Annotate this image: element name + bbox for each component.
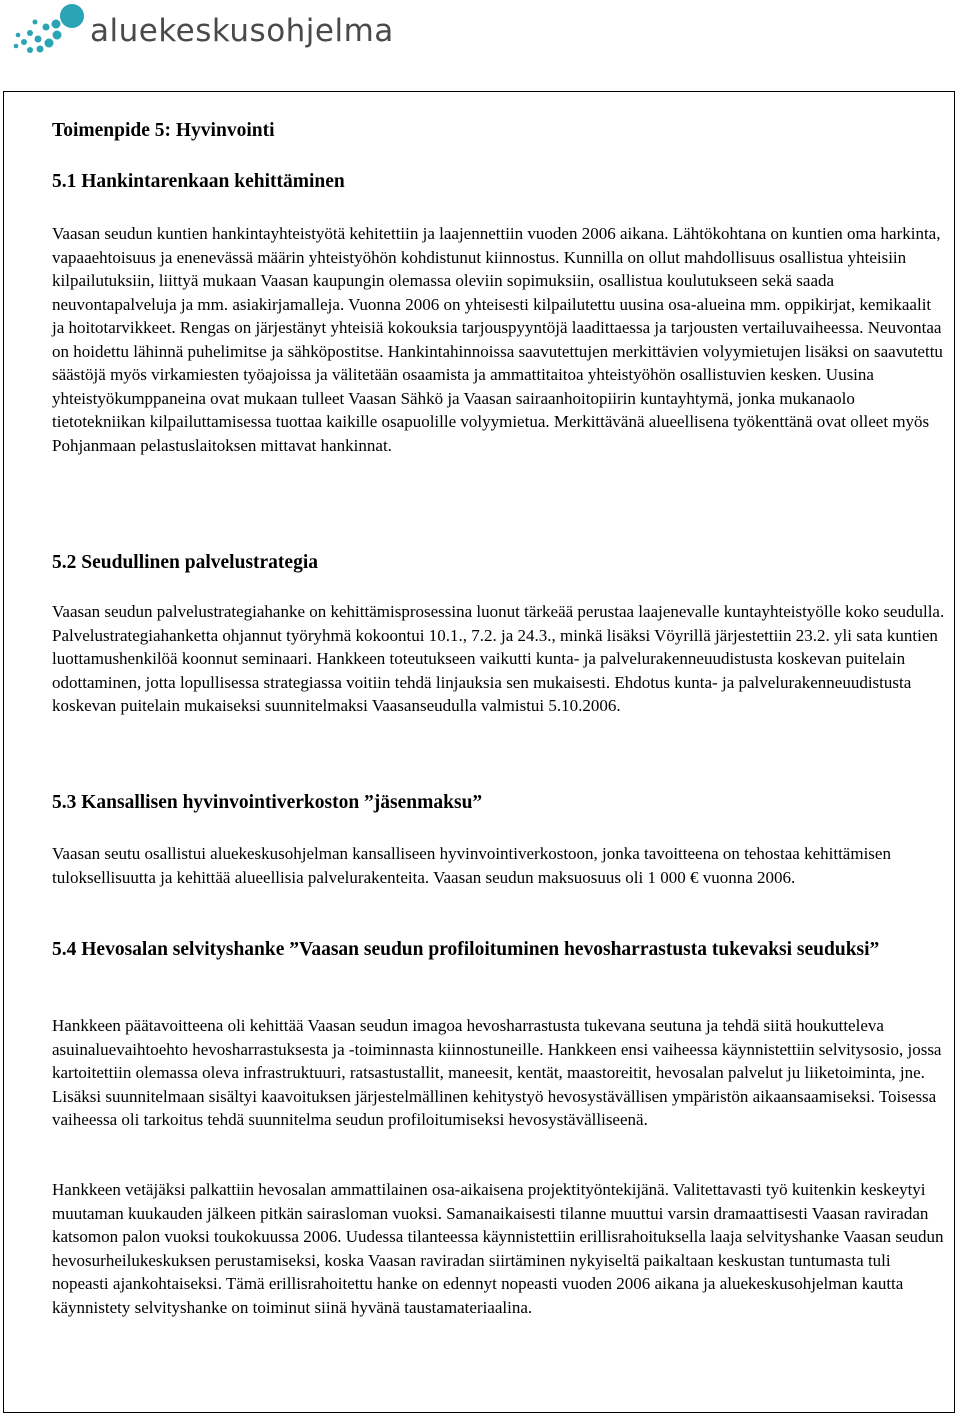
section-heading: 5.3 Kansallisen hyvinvointiverkoston ”jäsenmaksu” — [52, 792, 483, 813]
logo-text: aluekeskusohjelma — [90, 13, 394, 49]
section-paragraph: Vaasan seutu osallistui aluekeskusohjelman kansalliseen hyvinvointiverkostoon, jonka tavoitteena on tehostaa kehittämisen tuloksellisuutta ja kehittää alueellisia palvelurakenteita. Vaasan seudun maksuosuus oli 1 000 € vuonna 2006. — [52, 844, 891, 887]
section-heading: 5.4 Hevosalan selvityshanke ”Vaasan seudun profiloituminen hevosharrastusta tukevaksi seuduksi” — [52, 939, 880, 960]
logo-dots-icon — [10, 2, 86, 58]
section-heading: 5.2 Seudullinen palvelustrategia — [52, 552, 318, 573]
section-paragraph: Hankkeen vetäjäksi palkattiin hevosalan ammattilainen osa-aikaisena projektityöntekijänä. Valitettavasti työ kuitenkin keskeytyi muutaman kuukauden jälkeen pitkän sairasloman vuoksi. Samanaikaisesti tilanne muuttui varsin dramaattisesti Vaasan raviradan katsomon palon vuoksi toukokuussa 2006. Uudessa tilanteessa käynnistettiin erillisrahoituksella laaja selvityshanke Vaasan seudun hevosurheilukeskuksen perustamiseksi, koska Vaasan raviradan siirtäminen nykyiseltä paikaltaan keskustan tuntumasta tuli nopeasti ajankohtaiseksi. Tämä erillisrahoitettu hanke on edennyt nopeasti vuoden 2006 aikana ja aluekeskusohjelman kautta käynnistety selvityshanke on toiminut siinä hyvänä taustamateriaalina. — [52, 1180, 944, 1317]
section-paragraph: Vaasan seudun kuntien hankintayhteistyötä kehitettiin ja laajennettiin vuoden 2006 aikana. Lähtökohtana on kuntien oma harkinta, vapaaehtoisuus ja enenevässä määrin yhteistyöhön kohdistunut kiinnostus. Kunnilla on ollut mahdollisuus osallistua yhteisiin kilpailutuksiin, liittyä mukaan Vaasan kaupungin olemassa oleviin sopimuksiin, osallistua koulutukseen sekä saada neuvontapalveluja ja mm. asiakirjamalleja. Vuonna 2006 on yhteisesti kilpailutettu uusina osa-alueina mm. oppikirjat, kemikaalit ja hoitotarvikkeet. Rengas on järjestänyt yhteisiä kokouksia tarjouspyyntöjä laadittaessa ja tarjousten vertailuvaiheessa. Neuvontaa on hoidettu lähinnä puhelimitse ja sähköpostitse. Hankintahinnoissa saavutettujen merkittävien volyymietujen lisäksi on saavutettu säästöjä myös virkamiesten työajoissa ja välitetään osaamista ja ammattitaitoa yhteistyöhön osallistuvien kesken. Uusina yhteistyökumppaneina ovat mukaan tulleet Vaasan Sähkö ja Vaasan sairaanhoitopiirin kuntayhtymä, jonka mukanaolo tietotekniikan kilpailuttamisessa tuottaa kaikille osapuolille volyymietua. Merkittävänä alueellisena työkenttänä ovat olleet myös Pohjanmaan pelastuslaitoksen mittavat hankinnat. — [52, 224, 943, 455]
section-heading: 5.1 Hankintarenkaan kehittäminen — [52, 171, 345, 192]
section-paragraph: Hankkeen päätavoitteena oli kehittää Vaasan seudun imagoa hevosharrastusta tukevana seutuna ja tehdä siitä houkutteleva asuinaluevaihtoehto hevosharrastuksesta ja -toiminnasta kiinnostuneille. Hankkeen ensi vaiheessa käynnistettiin selvitysosio, jossa kartoitettiin olemassa oleva infrastruktuuri, ratsastustallit, maneesit, kentät, maastoreitit, hevosalan palvelut ju liiketoiminta, jne. Lisäksi suunnitelmaan sisältyi kaavoituksen järjestelmällinen kehitystyö hevosystävällisen ympäristön aikaansaamiseksi. Toisessa vaiheessa oli tarkoitus tehdä suunnitelma seudun profiloitumiseksi hevosystävälliseenä. — [52, 1016, 942, 1129]
section-paragraph: Vaasan seudun palvelustrategiahanke on kehittämisprosessina luonut tärkeää perustaa laajenevalle kuntayhteistyölle koko seudulla. Palvelustrategiahanketta ohjannut työryhmä kokoontui 10.1., 7.2. ja 24.3., minkä lisäksi Vöyrillä järjestettiin 23.2. yli sata kuntien luottamushenkilöä koonnut seminaari. Hankkeen toteutukseen vaikutti kunta- ja palvelurakenneuudistusta koskevan puitelain odottaminen, jotta lopullisessa strategiassa voitiin tehdä linjauksia sen mukaisesti. Ehdotus kunta- ja palvelurakenneuudistusta koskevan puitelain mukaiseksi suunnitelmaksi Vaasanseudulla valmistui 5.10.2006. — [52, 602, 945, 715]
logo — [10, 2, 394, 58]
document-title: Toimenpide 5: Hyvinvointi — [52, 120, 275, 141]
